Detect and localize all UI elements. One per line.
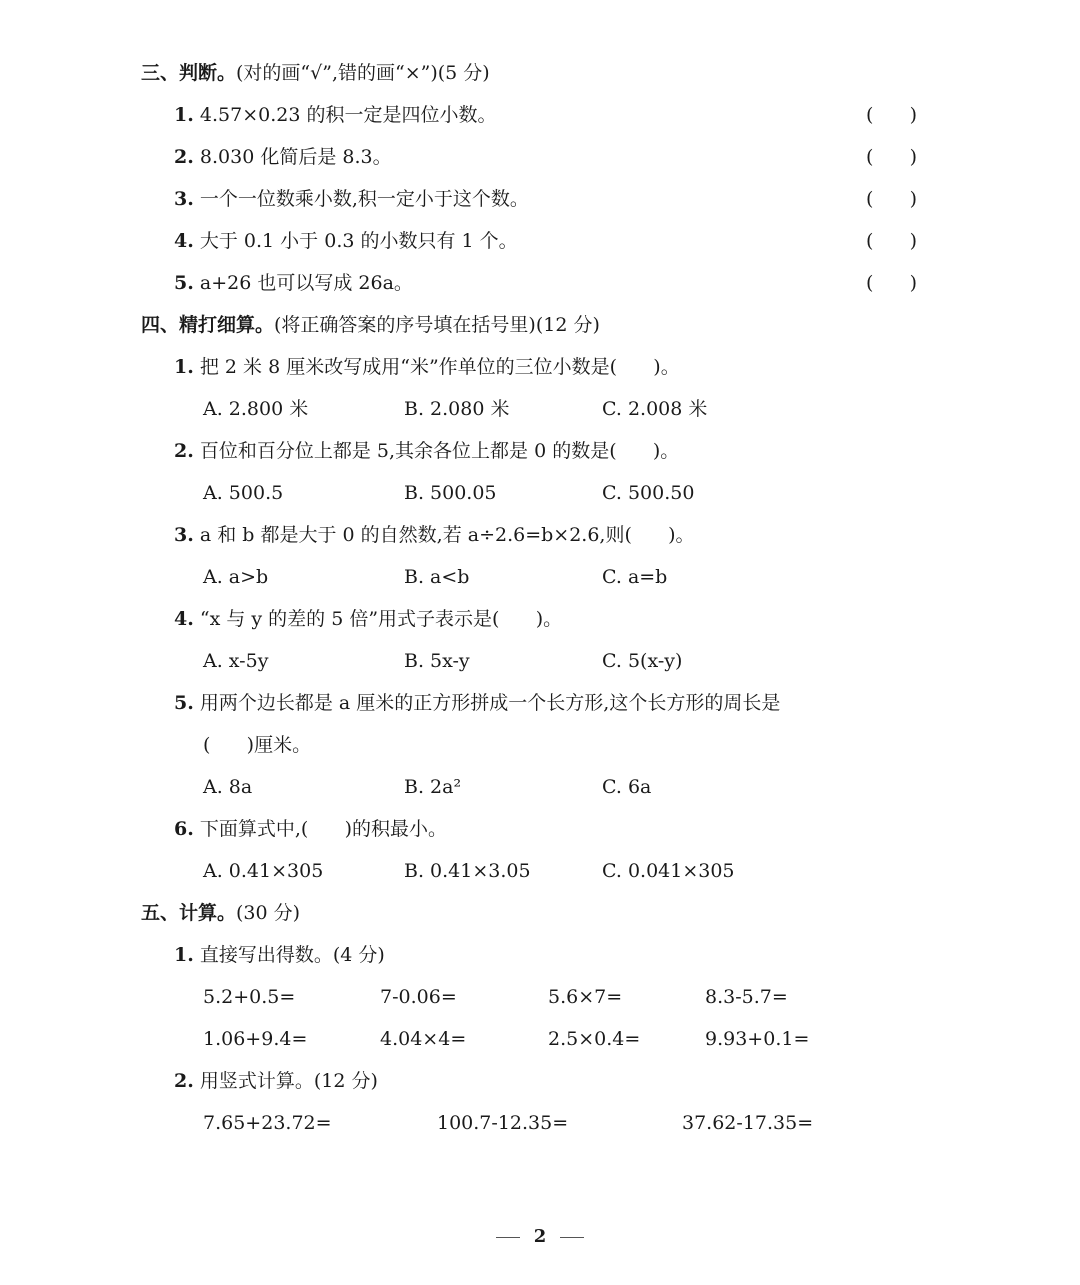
calc-expression: 7-0.06= (380, 986, 457, 1008)
option-b: B. 2a² (404, 776, 462, 798)
judge-item-5: 5. a+26 也可以写成 26a。 (174, 272, 413, 294)
choice-question-1: 1. 把 2 米 8 厘米改写成用“米”作单位的三位小数是( )。 (174, 356, 680, 378)
judge-item-2: 2. 8.030 化简后是 8.3。 (174, 146, 392, 168)
vertical-calc-expression: 37.62-17.35= (682, 1112, 814, 1134)
footer-dash-right (560, 1237, 584, 1238)
answer-paren: ( ) (866, 188, 918, 210)
choice-question-5: 5. 用两个边长都是 a 厘米的正方形拼成一个长方形,这个长方形的周长是 (174, 692, 781, 714)
option-b: B. 5x-y (404, 650, 470, 672)
option-c: C. 0.041×305 (602, 860, 735, 882)
option-a: A. 500.5 (203, 482, 284, 504)
option-a: A. a>b (203, 566, 269, 588)
calc-expression: 2.5×0.4= (548, 1028, 641, 1050)
calc-expression: 8.3-5.7= (705, 986, 788, 1008)
calc-expression: 5.6×7= (548, 986, 623, 1008)
option-b: B. 0.41×3.05 (404, 860, 531, 882)
calc-expression: 1.06+9.4= (203, 1028, 308, 1050)
answer-paren: ( ) (866, 272, 918, 294)
choice-question-6: 6. 下面算式中,( )的积最小。 (174, 818, 447, 840)
option-a: A. x-5y (203, 650, 269, 672)
answer-paren: ( ) (866, 146, 918, 168)
option-c: C. 5(x-y) (602, 650, 683, 672)
option-a: A. 2.800 米 (203, 398, 309, 420)
option-c: C. 6a (602, 776, 652, 798)
section-4-title: 四、精打细算。(将正确答案的序号填在括号里)(12 分) (141, 314, 600, 336)
option-c: C. 500.50 (602, 482, 695, 504)
option-a: A. 8a (203, 776, 253, 798)
option-c: C. a=b (602, 566, 668, 588)
vertical-calc-expression: 7.65+23.72= (203, 1112, 332, 1134)
judge-item-1: 1. 4.57×0.23 的积一定是四位小数。 (174, 104, 497, 126)
option-b: B. 500.05 (404, 482, 497, 504)
answer-paren: ( ) (866, 104, 918, 126)
judge-item-4: 4. 大于 0.1 小于 0.3 的小数只有 1 个。 (174, 230, 518, 252)
choice-question-5-continued: ( )厘米。 (203, 734, 312, 756)
page-number: 2 (533, 1226, 547, 1247)
footer-dash-left (496, 1237, 520, 1238)
option-b: B. 2.080 米 (404, 398, 510, 420)
option-c: C. 2.008 米 (602, 398, 708, 420)
calc-expression: 9.93+0.1= (705, 1028, 810, 1050)
judge-item-3: 3. 一个一位数乘小数,积一定小于这个数。 (174, 188, 529, 210)
option-a: A. 0.41×305 (203, 860, 324, 882)
section-3-title: 三、判断。(对的画“√”,错的画“×”)(5 分) (141, 62, 490, 84)
choice-question-4: 4. “x 与 y 的差的 5 倍”用式子表示是( )。 (174, 608, 563, 630)
option-b: B. a<b (404, 566, 470, 588)
choice-question-2: 2. 百位和百分位上都是 5,其余各位上都是 0 的数是( )。 (174, 440, 680, 462)
answer-paren: ( ) (866, 230, 918, 252)
calc-sub-2: 2. 用竖式计算。(12 分) (174, 1070, 378, 1092)
calc-expression: 4.04×4= (380, 1028, 467, 1050)
calc-sub-1: 1. 直接写出得数。(4 分) (174, 944, 385, 966)
calc-expression: 5.2+0.5= (203, 986, 296, 1008)
choice-question-3: 3. a 和 b 都是大于 0 的自然数,若 a÷2.6=b×2.6,则( )。 (174, 524, 695, 546)
page-footer (0, 1226, 1080, 1247)
section-5-title: 五、计算。(30 分) (141, 902, 301, 924)
vertical-calc-expression: 100.7-12.35= (437, 1112, 569, 1134)
